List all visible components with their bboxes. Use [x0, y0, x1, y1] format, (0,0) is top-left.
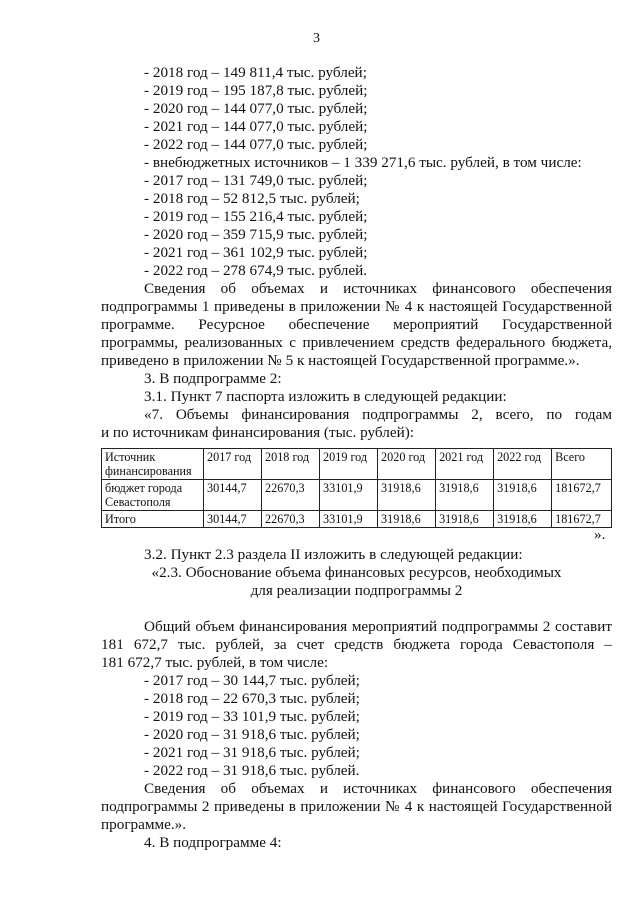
list-item: - 2021 год – 144 077,0 тыс. рублей;	[144, 118, 368, 135]
table-header-cell: 2017 год	[204, 449, 262, 480]
table-cell: 22670,3	[262, 480, 320, 511]
table-cell: 31918,6	[378, 480, 436, 511]
paragraph-line: подпрограммы 1 приведены в приложении № 4 к настоящей Государственной	[101, 298, 612, 315]
list-item: - 2019 год – 155 216,4 тыс. рублей;	[144, 208, 368, 225]
list-item: - 2020 год – 31 918,6 тыс. рублей;	[144, 726, 360, 743]
table-header-cell: Источник финансирования	[102, 449, 204, 480]
table-cell: 31918,6	[378, 511, 436, 528]
paragraph-line: Сведения об объемах и источниках финансового обеспечения	[144, 280, 612, 297]
table-header-cell: 2018 год	[262, 449, 320, 480]
quote-line: и по источникам финансирования (тыс. рублей):	[101, 424, 415, 441]
table-cell: 31918,6	[436, 511, 494, 528]
paragraph-line: программе.».	[101, 816, 187, 833]
list-item: - 2022 год – 144 077,0 тыс. рублей;	[144, 136, 368, 153]
table-cell: 30144,7	[204, 480, 262, 511]
list-item: - 2018 год – 22 670,3 тыс. рублей;	[144, 690, 360, 707]
paragraph-line: программе. Ресурсное обеспечение мероприятий Государственной	[101, 316, 612, 333]
paragraph-line: подпрограммы 2 приведены в приложении № 4 к настоящей Государственной	[101, 798, 612, 815]
section-item-3-2: 3.2. Пункт 2.3 раздела II изложить в следующей редакции:	[144, 546, 523, 563]
table-cell: 30144,7	[204, 511, 262, 528]
table-header-cell: Всего	[552, 449, 612, 480]
table-cell: Итого	[102, 511, 204, 528]
list-item: - 2019 год – 33 101,9 тыс. рублей;	[144, 708, 360, 725]
table-row	[102, 480, 612, 511]
section-item-3-1: 3.1. Пункт 7 паспорта изложить в следующей редакции:	[144, 388, 507, 405]
list-item: - 2020 год – 359 715,9 тыс. рублей;	[144, 226, 368, 243]
page-number: 3	[313, 31, 320, 46]
table-cell: 31918,6	[494, 511, 552, 528]
table-cell: 33101,9	[320, 511, 378, 528]
list-item: - 2021 год – 31 918,6 тыс. рублей;	[144, 744, 360, 761]
table-header-row	[102, 449, 612, 480]
paragraph-line: приведено в приложении № 5 к настоящей Государственной программе.».	[101, 352, 580, 369]
list-item: - 2017 год – 131 749,0 тыс. рублей;	[144, 172, 368, 189]
table-header-cell: 2021 год	[436, 449, 494, 480]
list-item: - 2017 год – 30 144,7 тыс. рублей;	[144, 672, 360, 689]
paragraph-line: программы, реализованных с привлечением средств федерального бюджета,	[101, 334, 612, 351]
paragraph-line: 181 672,7 тыс. рублей, в том числе:	[101, 654, 329, 671]
section-heading: для реализации подпрограммы 2	[250, 582, 463, 599]
list-item: - 2020 год – 144 077,0 тыс. рублей;	[144, 100, 368, 117]
section-item-4: 4. В подпрограмме 4:	[144, 834, 282, 851]
table-header-cell: 2022 год	[494, 449, 552, 480]
table-cell: бюджет города Севастополя	[102, 480, 204, 511]
quote-line: «7. Объемы финансирования подпрограммы 2, всего, по годам	[144, 406, 612, 423]
paragraph-line: Общий объем финансирования мероприятий подпрограммы 2 составит	[144, 618, 612, 635]
table-cell: 181672,7	[552, 480, 612, 511]
table-cell: 33101,9	[320, 480, 378, 511]
table-cell: 181672,7	[552, 511, 612, 528]
list-item: - 2022 год – 31 918,6 тыс. рублей.	[144, 762, 360, 779]
section-heading: «2.3. Обоснование объема финансовых ресурсов, необходимых	[151, 564, 562, 581]
list-item: - 2021 год – 361 102,9 тыс. рублей;	[144, 244, 368, 261]
paragraph-line: 181 672,7 тыс. рублей, за счет средств бюджета города Севастополя –	[101, 636, 612, 653]
section-item-3: 3. В подпрограмме 2:	[144, 370, 282, 387]
paragraph-line: Сведения об объемах и источниках финансового обеспечения	[144, 780, 612, 797]
table-cell: 22670,3	[262, 511, 320, 528]
table-header-cell: 2020 год	[378, 449, 436, 480]
list-item: - внебюджетных источников – 1 339 271,6 тыс. рублей, в том числе:	[144, 154, 582, 171]
table-cell: 31918,6	[436, 480, 494, 511]
table-cell: 31918,6	[494, 480, 552, 511]
financing-table	[101, 448, 612, 528]
list-item: - 2022 год – 278 674,9 тыс. рублей.	[144, 262, 368, 279]
quote-close: ».	[594, 526, 606, 543]
list-item: - 2018 год – 52 812,5 тыс. рублей;	[144, 190, 360, 207]
list-item: - 2019 год – 195 187,8 тыс. рублей;	[144, 82, 368, 99]
table-row	[102, 511, 612, 528]
table-header-cell: 2019 год	[320, 449, 378, 480]
list-item: - 2018 год – 149 811,4 тыс. рублей;	[144, 64, 367, 81]
